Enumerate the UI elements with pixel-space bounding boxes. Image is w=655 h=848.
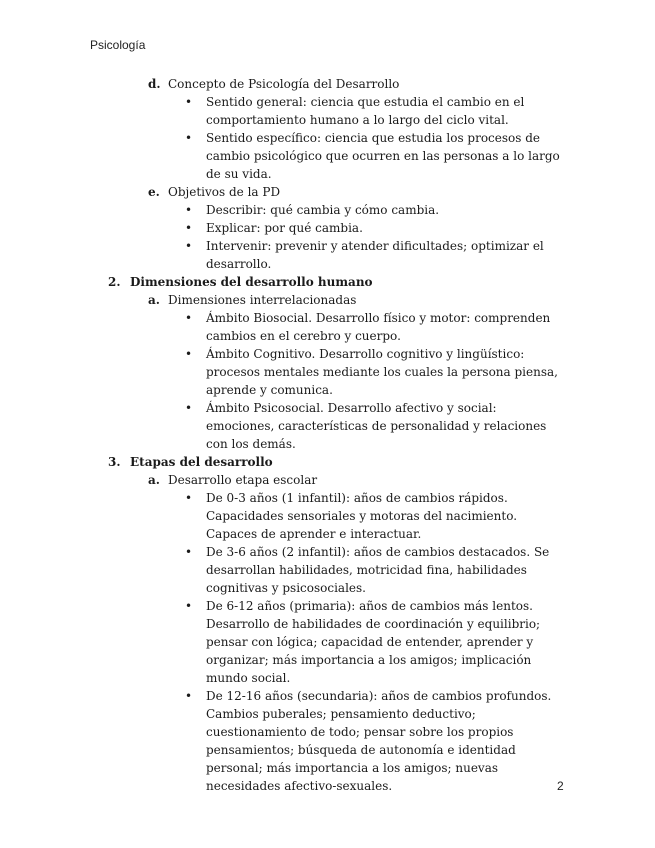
bullet-icon: • [185,221,193,235]
bullet-icon: • [185,311,193,325]
page-header-title: Psicología [90,38,146,52]
list-item-text: Explicar: por qué cambia. [206,221,363,235]
subsection-marker: d. [148,77,161,91]
list-item-text: Intervenir: prevenir y atender dificultades; optimizar el desarrollo. [206,239,544,271]
bullet-icon: • [185,347,193,361]
list-item [0,237,655,273]
list-item-text: Ámbito Psicosocial. Desarrollo afectivo y social: emociones, características de personalidad y relaciones con los demás. [206,401,547,451]
bullet-icon: • [185,131,193,145]
section-heading-3 [0,453,655,471]
list-item [0,219,655,237]
list-item-text: Describir: qué cambia y cómo cambia. [206,203,440,217]
section-marker: 2. [108,275,121,289]
subsection-marker: e. [148,185,160,199]
list-item-text: Sentido general: ciencia que estudia el cambio en el comportamiento humano a lo largo del ciclo vital. [206,95,525,127]
bullet-icon: • [185,239,193,253]
bullet-icon: • [185,491,193,505]
subsection-e [0,183,655,201]
section-title: Dimensiones del desarrollo humano [130,275,373,289]
subsection-marker: a. [148,473,160,487]
list-item-text: De 12-16 años (secundaria): años de cambios profundos. Cambios puberales; pensamiento deductivo; cuestionamiento de todo; pensar sobre los propios pensamientos; búsqueda de autonomía e identidad personal; más importancia a los amigos; nuevas necesidades afectivo-sexuales. [206,689,552,793]
list-item-text: Ámbito Biosocial. Desarrollo físico y motor: comprenden cambios en el cerebro y cuerpo. [206,311,551,343]
document-body [0,75,655,795]
bullet-icon: • [185,95,193,109]
subsection-title: Desarrollo etapa escolar [168,473,318,487]
page-number: 2 [557,779,564,793]
list-item [0,129,655,183]
section-heading-2 [0,273,655,291]
list-item-text: De 6-12 años (primaria): años de cambios más lentos. Desarrollo de habilidades de coordinación y equilibrio; pensar con lógica; capacidad de entender, aprender y organizar; más importancia a los amigos; implicación mundo social. [206,599,541,685]
bullet-icon: • [185,545,193,559]
list-item [0,345,655,399]
list-item [0,201,655,219]
list-item-text: Sentido específico: ciencia que estudia los procesos de cambio psicológico que ocurren en las personas a lo largo de su vida. [206,131,560,181]
subsection-title: Concepto de Psicología del Desarrollo [168,77,400,91]
subsection-title: Objetivos de la PD [168,185,281,199]
list-item [0,93,655,129]
list-item-text: Ámbito Cognitivo. Desarrollo cognitivo y lingüístico: procesos mentales mediante los cuales la persona piensa, aprende y comunica. [206,347,558,397]
bullet-icon: • [185,599,193,613]
subsection-title: Dimensiones interrelacionadas [168,293,357,307]
subsection-d [0,75,655,93]
bullet-icon: • [185,203,193,217]
bullet-icon: • [185,689,193,703]
list-item [0,399,655,453]
list-item [0,489,655,543]
subsection-marker: a. [148,293,160,307]
bullet-icon: • [185,401,193,415]
list-item [0,597,655,687]
section-marker: 3. [108,455,121,469]
subsection-a [0,291,655,309]
list-item-text: De 0-3 años (1 infantil): años de cambios rápidos. Capacidades sensoriales y motoras del nacimiento. Capaces de aprender e interactuar. [206,491,518,541]
list-item-text: De 3-6 años (2 infantil): años de cambios destacados. Se desarrollan habilidades, motricidad fina, habilidades cognitivas y psicosociales. [206,545,550,595]
subsection-a [0,471,655,489]
list-item [0,543,655,597]
section-title: Etapas del desarrollo [130,455,273,469]
list-item [0,309,655,345]
